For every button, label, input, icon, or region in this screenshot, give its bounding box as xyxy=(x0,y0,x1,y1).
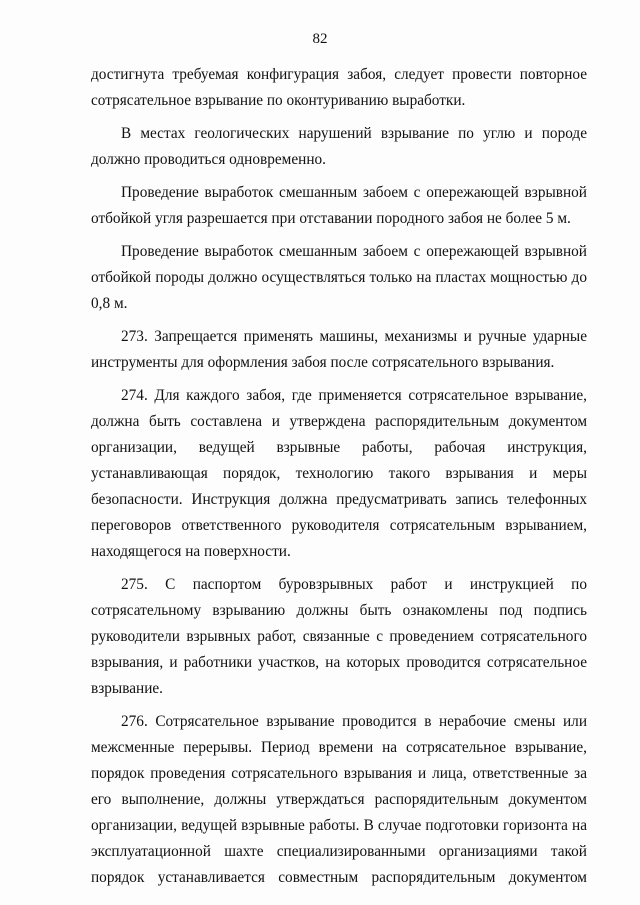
paragraph-continuation: достигнута требуемая конфигурация забоя, следует провести повторное сотрясательное взрывание по оконтуриванию выработки. xyxy=(91,66,587,109)
paragraph-rock-breaking: Проведение выработок смешанным забоем с опережающей взрывной отбойкой породы должно осуществляться только на пластах мощностью до 0,8 м. xyxy=(91,243,587,312)
clause-273: 273. Запрещается применять машины, механизмы и ручные ударные инструменты для оформления забоя после сотрясательного взрывания. xyxy=(91,328,587,371)
clause-275: 275. С паспортом буровзрывных работ и инструкцией по сотрясательному взрыванию должны быть ознакомлены под подпись руководители взрывных работ, связанные с проведением сотрясательного взрывания, и работники участков, на которых проводится сотрясательное взрывание. xyxy=(91,576,587,697)
paragraph-coal-breaking: Проведение выработок смешанным забоем с опережающей взрывной отбойкой угля разрешается при отставании породного забоя не более 5 м. xyxy=(91,184,587,227)
clause-274: 274. Для каждого забоя, где применяется сотрясательное взрывание, должна быть составлена и утверждена распорядительным документом организации, ведущей взрывные работы, рабочая инструкция, устанавливающая порядок, технологию такого взрывания и меры безопасности. Инструкция должна предусматривать запись телефонных переговоров ответственного руководителя сотрясательным взрыванием, находящегося на поверхности. xyxy=(91,387,587,560)
paragraph-geological-faults: В местах геологических нарушений взрывание по углю и породе должно проводиться одновременно. xyxy=(91,125,587,168)
page-number: 82 xyxy=(312,31,328,47)
clause-276: 276. Сотрясательное взрывание проводится в нерабочие смены или межсменные перерывы. Период времени на сотрясательное взрывание, порядок проведения сотрясательного взрывания и лица, ответственные за его выполнение, должны утверждаться распорядительным документом организации, ведущей взрывные работы. В случае подготовки горизонта на эксплуатационной шахте специализированными организациями такой порядок устанавливается совместным распорядительным документом xyxy=(91,713,587,886)
document-body xyxy=(91,62,587,898)
